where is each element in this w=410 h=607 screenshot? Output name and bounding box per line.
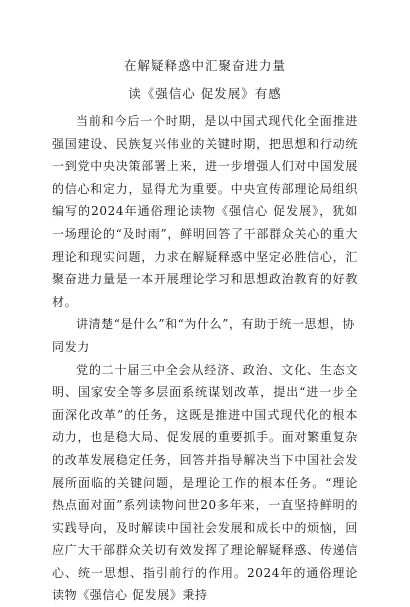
document-title: 在解疑释惑中汇聚奋进力量	[123, 58, 286, 73]
document-subtitle: 读《强信心 促发展》有感	[128, 86, 282, 101]
paragraph-section-1: 党的二十届三中全会从经济、政治、文化、生态文明、国家安全等多层面系统谋划改革，提出“进一步全面深化改革”的任务，这既是推进中国式现代化的根本动力，也是稳大局、促发展的重要抓手。面对繁重复杂的改革发展稳定任务，回答并指导解决当下中国社会发展所面临的关键问题，是理论工作的根本任务。“理论热点面对面”系列读物问世20多年来，一直坚持鲜明的实践导向，及时解读中国社会发展和成长中的烦恼，回应广大干部群众关切有效发挥了理论解疑释惑、传递信心、统一思想、指引前行的作用。2024年的通俗理论读物《强信心 促发展》秉持	[52, 362, 358, 603]
section-heading: 讲清楚“是什么”和“为什么”，有助于统一思想，协同发力	[52, 317, 355, 354]
paragraph-intro: 当前和今后一个时期，是以中国式现代化全面推进强国建设、民族复兴伟业的关键时期，把思想和行动统一到党中央决策部署上来，进一步增强人们对中国发展的信心和定力，显得尤为重要。中央宣传部理论局组织编写的2024年通俗理论读物《强信心 促发展》，犹如一场理论的“及时雨”，鲜明回答了干部群众关心的重大理论和现实问题，力求在解疑释惑中坚定必胜信心，汇聚奋进力量是一本开展理论学习和思想政治教育的好教材。	[52, 114, 358, 309]
